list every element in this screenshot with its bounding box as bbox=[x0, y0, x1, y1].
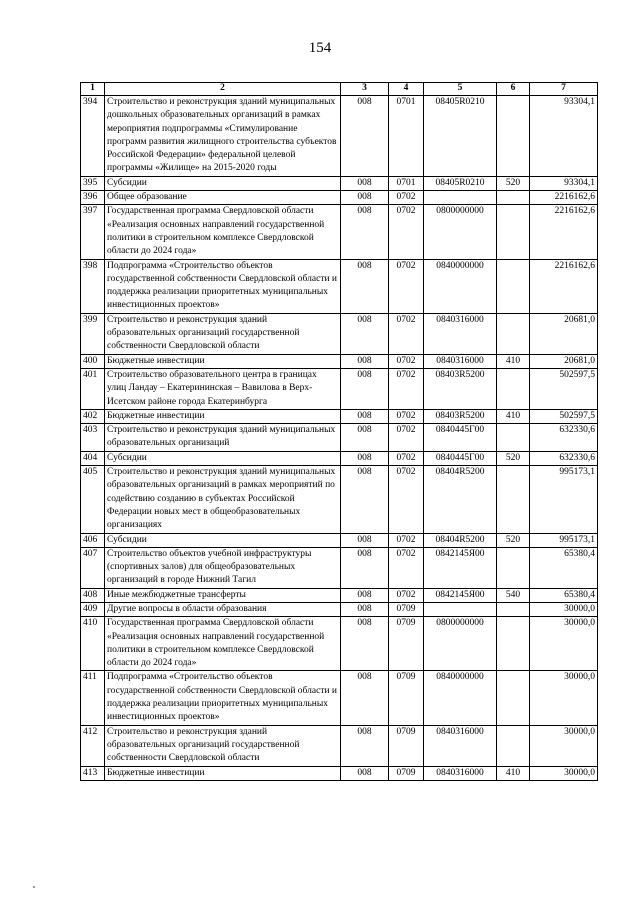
table-row bbox=[81, 617, 598, 671]
row-amount: 30000,0 bbox=[530, 671, 598, 725]
row-target-code: 08403R5200 bbox=[424, 409, 497, 423]
row-name: Бюджетные инвестиции bbox=[105, 409, 341, 423]
row-section-code: 0702 bbox=[389, 205, 424, 259]
row-name: Государственная программа Свердловской области «Реализация основных направлений государственной политики в строительном комплексе Свердловской области до 2024 года» bbox=[105, 205, 341, 259]
row-amount: 30000,0 bbox=[530, 602, 598, 616]
row-name: Бюджетные инвестиции bbox=[105, 354, 341, 368]
row-expense-type: 540 bbox=[497, 588, 530, 602]
row-section-code: 0701 bbox=[389, 96, 424, 177]
row-number: 404 bbox=[81, 451, 105, 465]
table-row bbox=[81, 354, 598, 368]
row-ministry-code: 008 bbox=[341, 466, 389, 533]
row-ministry-code: 008 bbox=[341, 259, 389, 313]
row-number: 399 bbox=[81, 313, 105, 354]
row-ministry-code: 008 bbox=[341, 617, 389, 671]
row-section-code: 0702 bbox=[389, 547, 424, 588]
row-number: 403 bbox=[81, 424, 105, 452]
row-target-code: 0840316000 bbox=[424, 313, 497, 354]
header-col-3: 3 bbox=[341, 83, 389, 96]
row-section-code: 0702 bbox=[389, 588, 424, 602]
row-expense-type bbox=[497, 424, 530, 452]
row-ministry-code: 008 bbox=[341, 409, 389, 423]
row-section-code: 0702 bbox=[389, 466, 424, 533]
row-section-code: 0702 bbox=[389, 451, 424, 465]
row-target-code: 08403R5200 bbox=[424, 368, 497, 409]
table-row bbox=[81, 191, 598, 205]
row-name: Строительство и реконструкция зданий муниципальных образовательных организаций bbox=[105, 424, 341, 452]
row-section-code: 0702 bbox=[389, 409, 424, 423]
row-expense-type bbox=[497, 313, 530, 354]
row-ministry-code: 008 bbox=[341, 533, 389, 547]
row-ministry-code: 008 bbox=[341, 313, 389, 354]
header-col-7: 7 bbox=[530, 83, 598, 96]
row-section-code: 0702 bbox=[389, 191, 424, 205]
row-section-code: 0709 bbox=[389, 671, 424, 725]
row-name: Общее образование bbox=[105, 191, 341, 205]
row-amount: 2216162,6 bbox=[530, 259, 598, 313]
row-name: Государственная программа Свердловской области «Реализация основных направлений государственной политики в строительном комплексе Свердловской области до 2024 года» bbox=[105, 617, 341, 671]
row-target-code: 0800000000 bbox=[424, 617, 497, 671]
row-target-code: 08405R0210 bbox=[424, 176, 497, 190]
row-amount: 65380,4 bbox=[530, 588, 598, 602]
row-number: 411 bbox=[81, 671, 105, 725]
row-number: 408 bbox=[81, 588, 105, 602]
row-target-code: 0840445Г00 bbox=[424, 424, 497, 452]
row-name: Подпрограмма «Строительство объектов государственной собственности Свердловской области и поддержка реализации приоритетных муниципальных инвестиционных проектов» bbox=[105, 259, 341, 313]
table-row bbox=[81, 766, 598, 780]
row-expense-type bbox=[497, 466, 530, 533]
table-row bbox=[81, 602, 598, 616]
row-expense-type bbox=[497, 368, 530, 409]
header-col-4: 4 bbox=[389, 83, 424, 96]
row-expense-type: 520 bbox=[497, 533, 530, 547]
row-expense-type bbox=[497, 259, 530, 313]
row-section-code: 0709 bbox=[389, 725, 424, 766]
row-amount: 502597,5 bbox=[530, 409, 598, 423]
row-section-code: 0702 bbox=[389, 313, 424, 354]
row-name: Субсидии bbox=[105, 176, 341, 190]
row-amount: 995173,1 bbox=[530, 466, 598, 533]
table-body bbox=[81, 96, 598, 781]
row-number: 394 bbox=[81, 96, 105, 177]
table-row bbox=[81, 588, 598, 602]
table-row bbox=[81, 725, 598, 766]
row-target-code: 0842145Я00 bbox=[424, 588, 497, 602]
row-number: 410 bbox=[81, 617, 105, 671]
row-target-code: 0840316000 bbox=[424, 766, 497, 780]
row-number: 397 bbox=[81, 205, 105, 259]
table-row bbox=[81, 259, 598, 313]
row-ministry-code: 008 bbox=[341, 176, 389, 190]
row-ministry-code: 008 bbox=[341, 354, 389, 368]
row-name: Строительство и реконструкция зданий образовательных организаций государственной собственности Свердловской области bbox=[105, 725, 341, 766]
scan-speck bbox=[33, 886, 35, 888]
row-number: 402 bbox=[81, 409, 105, 423]
row-name: Подпрограмма «Строительство объектов государственной собственности Свердловской области и поддержка реализации приоритетных муниципальных инвестиционных проектов» bbox=[105, 671, 341, 725]
row-number: 413 bbox=[81, 766, 105, 780]
table-header bbox=[81, 83, 598, 96]
row-number: 406 bbox=[81, 533, 105, 547]
table-row bbox=[81, 533, 598, 547]
row-target-code: 08405R0210 bbox=[424, 96, 497, 177]
row-section-code: 0702 bbox=[389, 259, 424, 313]
header-col-5: 5 bbox=[424, 83, 497, 96]
table-row bbox=[81, 176, 598, 190]
row-section-code: 0709 bbox=[389, 602, 424, 616]
row-number: 405 bbox=[81, 466, 105, 533]
row-ministry-code: 008 bbox=[341, 96, 389, 177]
row-amount: 30000,0 bbox=[530, 766, 598, 780]
header-row bbox=[81, 83, 598, 96]
row-expense-type: 410 bbox=[497, 766, 530, 780]
row-target-code: 0800000000 bbox=[424, 205, 497, 259]
row-ministry-code: 008 bbox=[341, 205, 389, 259]
row-number: 398 bbox=[81, 259, 105, 313]
row-number: 395 bbox=[81, 176, 105, 190]
row-target-code: 0840316000 bbox=[424, 354, 497, 368]
row-section-code: 0709 bbox=[389, 617, 424, 671]
row-ministry-code: 008 bbox=[341, 602, 389, 616]
budget-table bbox=[80, 82, 598, 781]
row-target-code: 0840000000 bbox=[424, 671, 497, 725]
table-row bbox=[81, 96, 598, 177]
row-name: Другие вопросы в области образования bbox=[105, 602, 341, 616]
row-expense-type bbox=[497, 671, 530, 725]
row-name: Бюджетные инвестиции bbox=[105, 766, 341, 780]
table-row bbox=[81, 451, 598, 465]
row-ministry-code: 008 bbox=[341, 766, 389, 780]
row-amount: 93304,1 bbox=[530, 96, 598, 177]
row-amount: 502597,5 bbox=[530, 368, 598, 409]
row-target-code: 08404R5200 bbox=[424, 533, 497, 547]
row-amount: 20681,0 bbox=[530, 313, 598, 354]
row-name: Строительство и реконструкция зданий муниципальных образовательных организаций в рамках мероприятий по содействию созданию в субъектах Российской Федерации новых мест в общеобразовательных организациях bbox=[105, 466, 341, 533]
row-name: Строительство и реконструкция зданий образовательных организаций государственной собственности Свердловской области bbox=[105, 313, 341, 354]
row-name: Иные межбюджетные трансферты bbox=[105, 588, 341, 602]
row-target-code: 0840445Г00 bbox=[424, 451, 497, 465]
row-ministry-code: 008 bbox=[341, 588, 389, 602]
row-number: 407 bbox=[81, 547, 105, 588]
row-section-code: 0702 bbox=[389, 424, 424, 452]
row-amount: 30000,0 bbox=[530, 725, 598, 766]
row-ministry-code: 008 bbox=[341, 191, 389, 205]
table-row bbox=[81, 547, 598, 588]
table-row bbox=[81, 205, 598, 259]
row-section-code: 0709 bbox=[389, 766, 424, 780]
row-amount: 20681,0 bbox=[530, 354, 598, 368]
row-name: Строительство образовательного центра в границах улиц Ландау – Екатерининская – Вавилова в Верх-Исетском районе города Екатеринбурга bbox=[105, 368, 341, 409]
table-row bbox=[81, 671, 598, 725]
row-expense-type bbox=[497, 547, 530, 588]
header-col-1: 1 bbox=[81, 83, 105, 96]
row-amount: 632330,6 bbox=[530, 451, 598, 465]
row-ministry-code: 008 bbox=[341, 451, 389, 465]
row-target-code bbox=[424, 602, 497, 616]
row-ministry-code: 008 bbox=[341, 725, 389, 766]
header-col-2: 2 bbox=[105, 83, 341, 96]
row-name: Субсидии bbox=[105, 533, 341, 547]
row-target-code bbox=[424, 191, 497, 205]
row-amount: 2216162,6 bbox=[530, 205, 598, 259]
table-row bbox=[81, 313, 598, 354]
header-col-6: 6 bbox=[497, 83, 530, 96]
row-number: 400 bbox=[81, 354, 105, 368]
row-expense-type bbox=[497, 725, 530, 766]
row-expense-type bbox=[497, 191, 530, 205]
row-section-code: 0701 bbox=[389, 176, 424, 190]
row-ministry-code: 008 bbox=[341, 671, 389, 725]
table-row bbox=[81, 409, 598, 423]
row-amount: 632330,6 bbox=[530, 424, 598, 452]
row-name: Строительство объектов учебной инфраструктуры (спортивных залов) для общеобразовательных организаций в городе Нижний Тагил bbox=[105, 547, 341, 588]
table-row bbox=[81, 424, 598, 452]
row-expense-type: 410 bbox=[497, 409, 530, 423]
table-row bbox=[81, 368, 598, 409]
row-expense-type bbox=[497, 617, 530, 671]
row-expense-type bbox=[497, 205, 530, 259]
row-section-code: 0702 bbox=[389, 368, 424, 409]
row-number: 401 bbox=[81, 368, 105, 409]
row-number: 412 bbox=[81, 725, 105, 766]
row-expense-type bbox=[497, 96, 530, 177]
row-amount: 2216162,6 bbox=[530, 191, 598, 205]
row-expense-type: 410 bbox=[497, 354, 530, 368]
row-amount: 30000,0 bbox=[530, 617, 598, 671]
row-target-code: 08404R5200 bbox=[424, 466, 497, 533]
row-expense-type: 520 bbox=[497, 176, 530, 190]
row-section-code: 0702 bbox=[389, 533, 424, 547]
row-amount: 65380,4 bbox=[530, 547, 598, 588]
row-name: Субсидии bbox=[105, 451, 341, 465]
row-name: Строительство и реконструкция зданий муниципальных дошкольных образовательных организаций в рамках мероприятия подпрограммы «Стимулирование программ развития жилищного строительства субъектов Российской Федерации» федеральной целевой программы «Жилище» на 2015-2020 годы bbox=[105, 96, 341, 177]
table-row bbox=[81, 466, 598, 533]
row-target-code: 0842145Я00 bbox=[424, 547, 497, 588]
row-number: 409 bbox=[81, 602, 105, 616]
row-section-code: 0702 bbox=[389, 354, 424, 368]
row-amount: 995173,1 bbox=[530, 533, 598, 547]
row-ministry-code: 008 bbox=[341, 424, 389, 452]
row-target-code: 0840316000 bbox=[424, 725, 497, 766]
row-expense-type bbox=[497, 602, 530, 616]
row-ministry-code: 008 bbox=[341, 368, 389, 409]
row-ministry-code: 008 bbox=[341, 547, 389, 588]
row-target-code: 0840000000 bbox=[424, 259, 497, 313]
row-expense-type: 520 bbox=[497, 451, 530, 465]
page-number: 154 bbox=[308, 40, 332, 56]
row-amount: 93304,1 bbox=[530, 176, 598, 190]
row-number: 396 bbox=[81, 191, 105, 205]
